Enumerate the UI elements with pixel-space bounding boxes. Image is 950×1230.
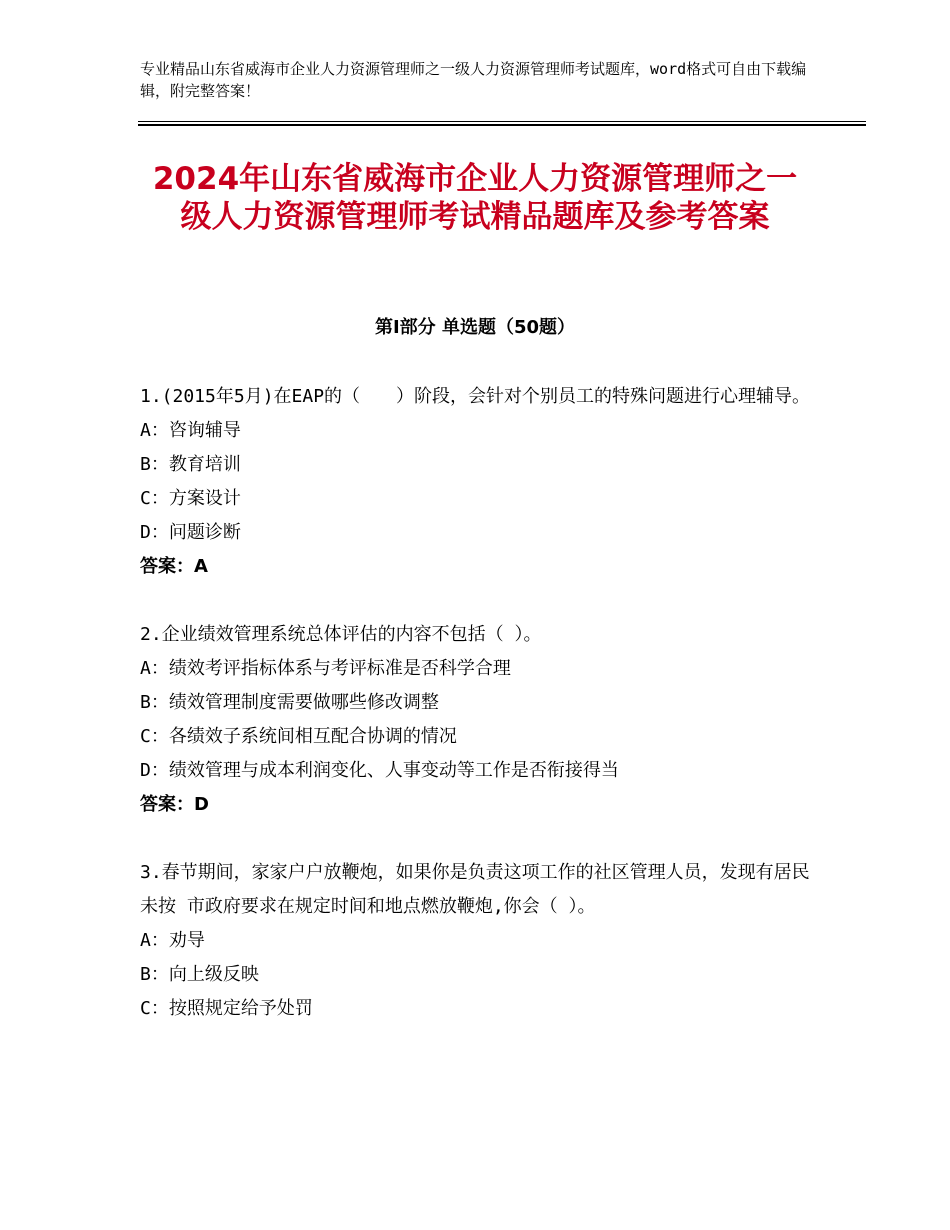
- option-d: D：问题诊断: [140, 522, 241, 543]
- document-title: 2024年山东省威海市企业人力资源管理师之一级人力资源管理师考试精品题库及参考答案: [152, 161, 798, 235]
- option-a: A：咨询辅导: [140, 420, 241, 441]
- option-b: B：绩效管理制度需要做哪些修改调整: [140, 692, 439, 713]
- question-gap: [140, 822, 820, 856]
- option-c: C：按照规定给予处罚: [140, 998, 313, 1019]
- option-a: A：绩效考评指标体系与考评标准是否科学合理: [140, 658, 511, 679]
- option-c: C：方案设计: [140, 488, 241, 509]
- answer: 答案：D: [140, 794, 209, 815]
- question-2: [140, 618, 820, 822]
- option-d: D：绩效管理与成本利润变化、人事变动等工作是否衔接得当: [140, 760, 619, 781]
- answer: 答案：A: [140, 556, 208, 577]
- header-rule-thin: [138, 121, 866, 122]
- question-list: [140, 380, 820, 1026]
- option-b: B：教育培训: [140, 454, 241, 475]
- option-b: B：向上级反映: [140, 964, 259, 985]
- question-text: 1.(2015年5月)在EAP的（ ）阶段，会针对个别员工的特殊问题进行心理辅导。: [140, 386, 811, 407]
- question-3: [140, 856, 820, 1026]
- question-1: [140, 380, 820, 584]
- header-rule-thick: [138, 124, 866, 126]
- option-c: C：各绩效子系统间相互配合协调的情况: [140, 726, 457, 747]
- section-title: 第Ⅰ部分 单选题（50题）: [374, 317, 575, 338]
- option-a: A：劝导: [140, 930, 205, 951]
- question-text: 3.春节期间，家家户户放鞭炮，如果你是负责这项工作的社区管理人员，发现有居民未按 市政府要求在规定时间和地点燃放鞭炮,你会（ ）。: [140, 862, 810, 917]
- header-note: 专业精品山东省威海市企业人力资源管理师之一级人力资源管理师考试题库，word格式可自由下载编辑，附完整答案！: [140, 60, 807, 100]
- question-gap: [140, 584, 820, 618]
- question-text: 2.企业绩效管理系统总体评估的内容不包括（ ）。: [140, 624, 542, 645]
